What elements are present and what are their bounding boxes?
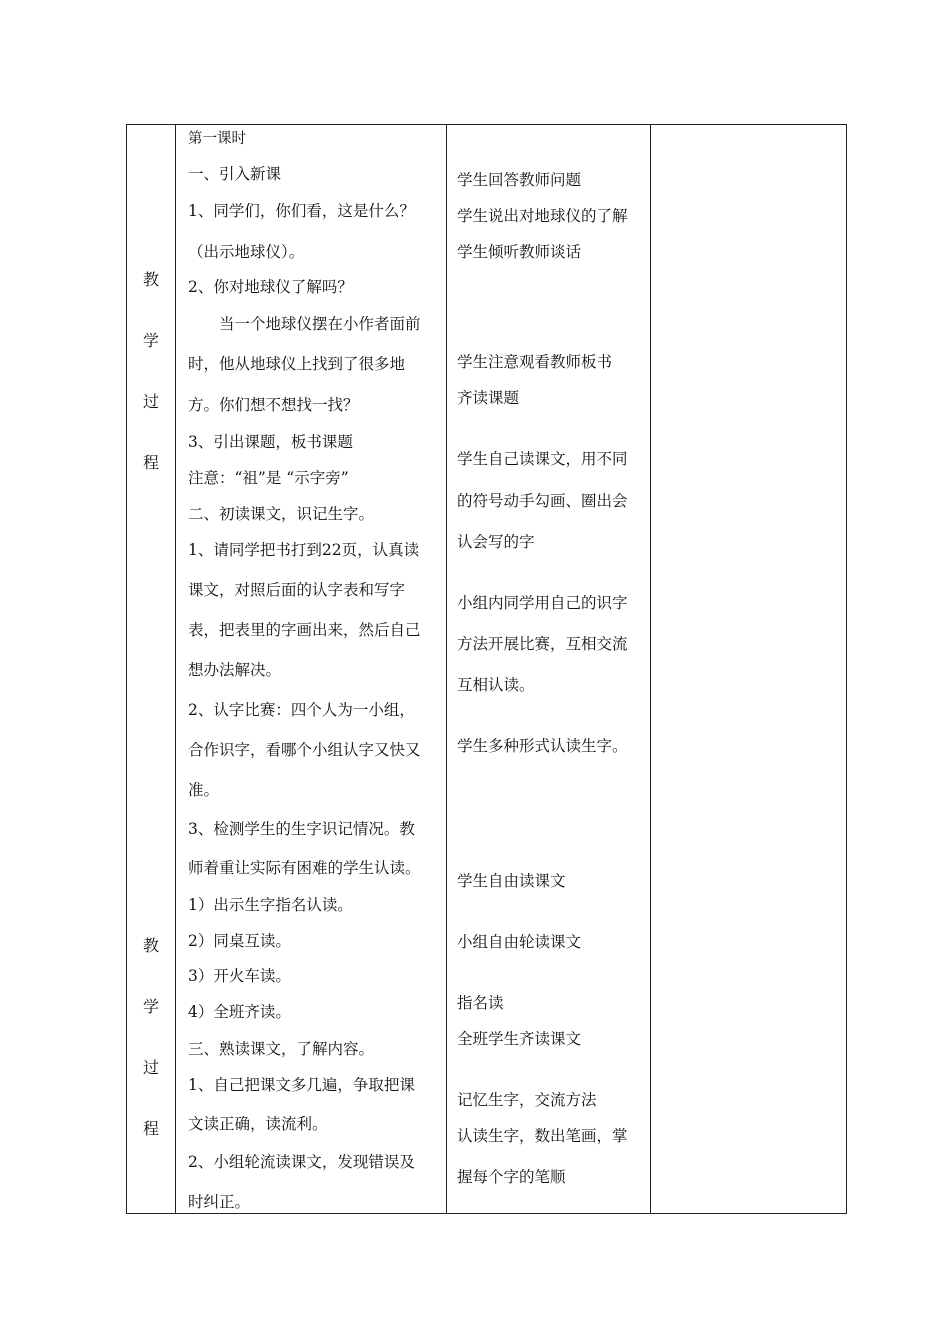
procedure-line: 时纠正。 [188,1193,251,1211]
activity-line: 学生注意观看教师板书 [457,353,613,371]
side-label-char: 学 [142,997,159,1016]
side-label-column [127,125,175,1213]
procedure-line: 1）出示生字指名认读。 [188,896,353,914]
column-divider [446,125,447,1213]
side-label-char: 过 [142,392,159,411]
teaching-procedure-column [188,125,443,1213]
procedure-line: 三、熟读课文，了解内容。 [188,1040,375,1058]
student-activity-column [457,125,647,1213]
activity-line: 学生回答教师问题 [457,171,582,189]
lesson-plan-table [126,124,847,1214]
activity-line: 小组内同学用自己的识字 [457,594,628,612]
activity-line: 互相认读。 [457,676,535,694]
activity-line: 齐读课题 [457,389,520,407]
procedure-line: 2、你对地球仪了解吗？ [188,278,353,296]
side-label-char: 程 [142,453,159,472]
procedure-line: 1、请同学把书打到22页，认真读 [188,541,420,559]
activity-line: 学生倾听教师谈话 [457,243,582,261]
procedure-line: 2、认字比赛：四个人为一小组， [188,701,415,719]
activity-line: 学生自由读课文 [457,872,566,890]
activity-line: 认读生字，数出笔画，掌 [457,1127,628,1145]
procedure-line: 二、初读课文，识记生字。 [188,505,375,523]
activity-line: 指名读 [457,994,504,1012]
activity-line: 方法开展比赛，互相交流 [457,635,628,653]
procedure-line: 注意：“祖”是 “示字旁” [188,469,349,487]
procedure-line: 时，他从地球仪上找到了很多地 [188,355,406,373]
activity-line: 的符号动手勾画、圈出会 [457,492,628,510]
procedure-line: 课文，对照后面的认字表和写字 [188,581,406,599]
activity-line: 小组自由轮读课文 [457,933,582,951]
procedure-line: 准。 [188,781,220,799]
column-divider [175,125,176,1213]
activity-line: 学生多种形式认读生字。 [457,737,628,755]
procedure-line: 方。你们想不想找一找？ [188,396,359,414]
activity-line: 全班学生齐读课文 [457,1030,582,1048]
side-label-char: 程 [142,1119,159,1138]
procedure-line: 1、自己把课文多几遍，争取把课 [188,1076,415,1094]
procedure-line: 文读正确，读流利。 [188,1115,328,1133]
activity-line: 学生说出对地球仪的了解 [457,207,628,225]
procedure-line: 3）开火车读。 [188,967,291,985]
side-label-char: 教 [142,936,159,955]
side-label-char: 教 [142,270,159,289]
procedure-line: 2、小组轮流读课文，发现错误及 [188,1153,415,1171]
notes-column [651,125,847,1213]
procedure-line: 一、引入新课 [188,165,282,183]
procedure-line: 1、同学们，你们看，这是什么？ [188,202,415,220]
procedure-line: 2）同桌互读。 [188,932,291,950]
activity-line: 认会写的字 [457,533,535,551]
procedure-line: 想办法解决。 [188,661,282,679]
activity-line: 记忆生字，交流方法 [457,1091,597,1109]
side-label-char: 过 [142,1058,159,1077]
procedure-line: 表，把表里的字画出来，然后自己 [188,621,421,639]
procedure-line: （出示地球仪）。 [188,243,305,261]
procedure-line: 师着重让实际有困难的学生认读。 [188,859,421,877]
procedure-line: 4）全班齐读。 [188,1003,291,1021]
procedure-line: 合作识字，看哪个小组认字又快又 [188,741,421,759]
procedure-line: 3、检测学生的生字识记情况。教 [188,820,415,838]
side-label-char: 学 [142,331,159,350]
activity-line: 学生自己读课文，用不同 [457,450,628,468]
procedure-line: 第一课时 [188,131,246,147]
procedure-line: 当一个地球仪摆在小作者面前 [188,315,421,333]
activity-line: 握每个字的笔顺 [457,1168,566,1186]
procedure-line: 3、引出课题，板书课题 [188,433,353,451]
